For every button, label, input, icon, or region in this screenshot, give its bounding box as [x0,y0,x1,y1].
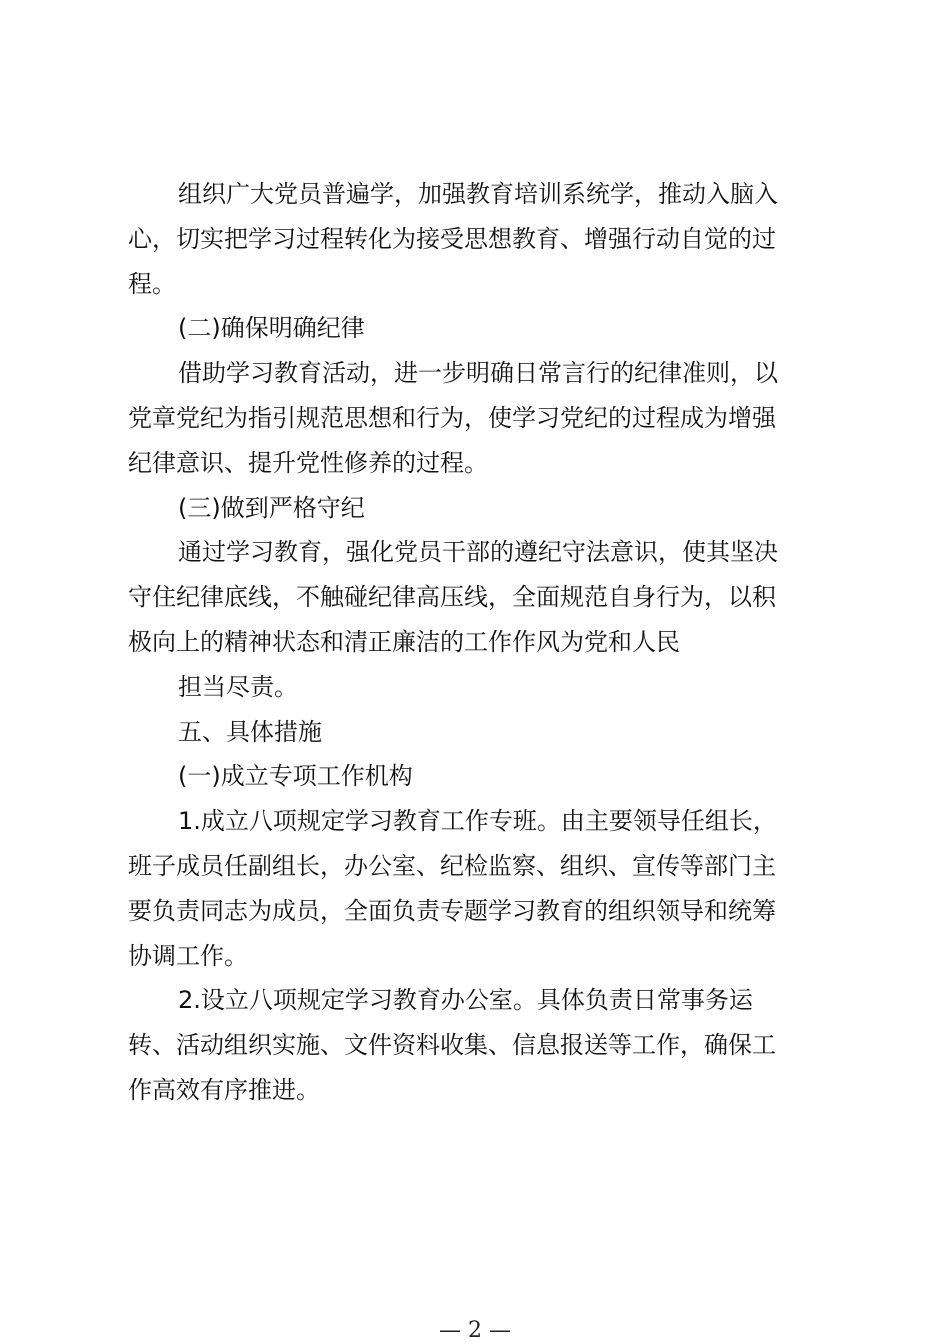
paragraph-line: 组织广大党员普遍学，加强教育培训系统学，推动入脑入 [178,180,778,208]
paragraph-line: 担当尽责。 [178,672,298,701]
paragraph-line: 要负责同志为成员，全面负责专题学习教育的组织领导和统筹 [128,896,776,925]
paragraph-line: 守住纪律底线，不触碰纪律高压线，全面规范自身行为，以积 [128,583,776,612]
paragraph-line: 转、活动组织实施、文件资料收集、信息报送等工作，确保工 [128,1031,776,1060]
section-heading: (三)做到严格守纪 [178,493,365,522]
paragraph-line: 通过学习教育，强化党员干部的遵纪守法意识，使其坚决 [178,538,778,567]
paragraph-line: 程。 [128,269,176,298]
paragraph-line: 2.设立八项规定学习教育办公室。具体负责日常事务运 [178,986,753,1015]
section-heading: (二)确保明确纪律 [178,314,365,343]
paragraph-line: 纪律意识、提升党性修养的过程。 [128,448,488,477]
section-heading: (一)成立专项工作机构 [178,762,413,791]
paragraph-line: 协调工作。 [128,941,248,970]
paragraph-line: 借助学习教育活动，进一步明确日常言行的纪律准则，以 [178,359,778,388]
paragraph-line: 极向上的精神状态和清正廉洁的工作作风为党和人民 [128,627,680,656]
paragraph-line: 1.成立八项规定学习教育工作专班。由主要领导任组长， [178,807,777,836]
document-body [128,172,818,1113]
paragraph-line: 作高效有序推进。 [128,1075,320,1104]
paragraph-line: 心，切实把学习过程转化为接受思想教育、增强行动自觉的过 [128,224,776,253]
page-number: — 2 — [439,1318,511,1343]
section-heading: 五、具体措施 [178,717,322,746]
paragraph-line: 班子成员任副组长，办公室、纪检监察、组织、宣传等部门主 [128,851,776,880]
paragraph-line: 党章党纪为指引规范思想和行为，使学习党纪的过程成为增强 [128,403,776,432]
